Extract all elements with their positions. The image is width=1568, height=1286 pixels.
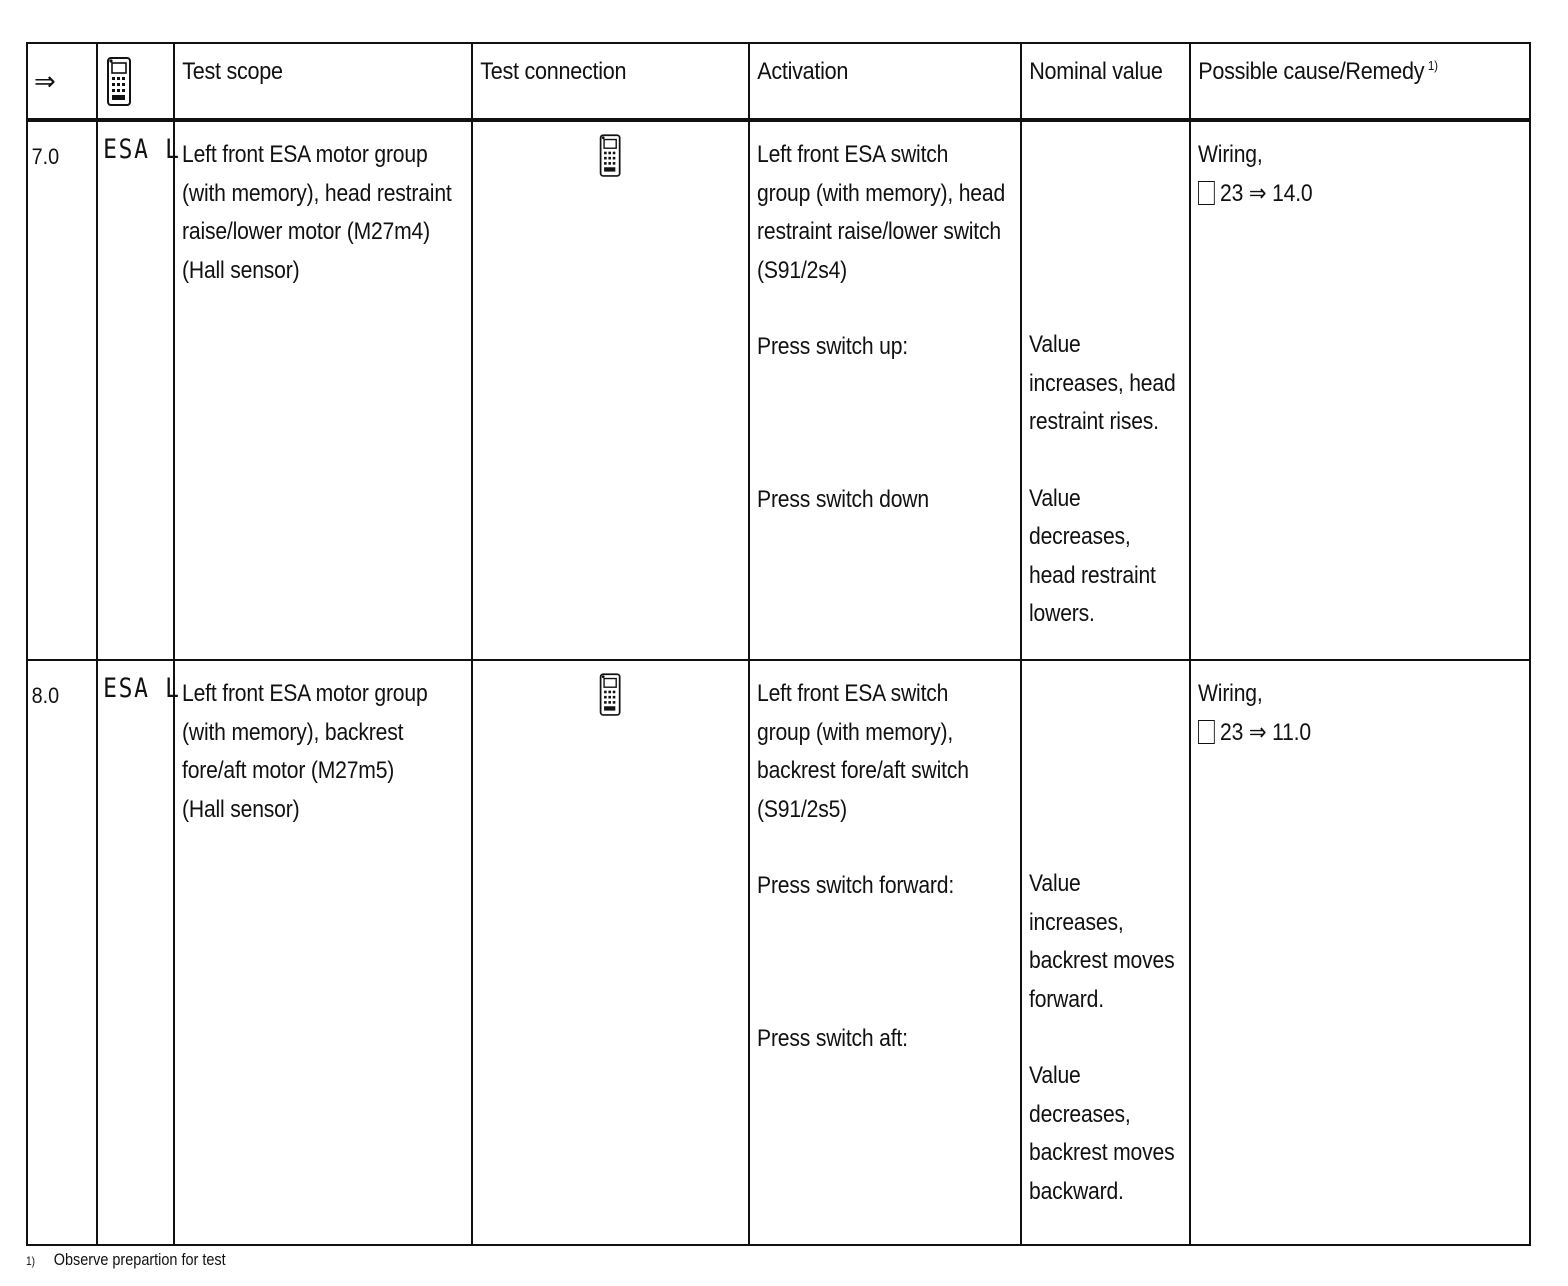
activation-step: Press switch down xyxy=(757,485,929,513)
footnote-ref: 1) xyxy=(1427,58,1438,73)
display-readout-cell xyxy=(97,120,181,660)
activation-step: Press switch up: xyxy=(757,333,908,360)
footnote-text: Observe prepartion for test xyxy=(53,1250,226,1269)
header-tester-cell xyxy=(97,43,174,120)
lcd-display-text: ESA L xyxy=(103,134,181,165)
lcd-display-text: ESA L xyxy=(103,673,181,704)
header-possible-cause xyxy=(1190,43,1530,120)
page-reference: 23 ⇒ 11.0 xyxy=(1198,714,1531,753)
header-activation: Activation xyxy=(749,43,1021,120)
handheld-tester-icon xyxy=(598,671,624,719)
arrow-icon: ⇒ xyxy=(1248,718,1267,746)
activation-step: Press switch forward: xyxy=(757,872,955,899)
table-row xyxy=(27,120,1530,660)
header-test-connection: Test connection xyxy=(472,43,749,120)
activation-cell: Left front ESA switch group (with memory), backrest fore/aft switch (S91/2s5) Press switch forward: Press switch aft: xyxy=(749,660,1021,1245)
handheld-tester-icon xyxy=(598,132,624,180)
page-box-icon xyxy=(1198,181,1215,205)
activation-step: Press switch aft: xyxy=(757,1024,908,1052)
test-connection-cell xyxy=(472,660,749,1245)
table-header-row xyxy=(27,43,1530,120)
header-nominal-value: Nominal value xyxy=(1021,43,1190,120)
page-box-icon xyxy=(1198,720,1215,744)
header-test-scope: Test scope xyxy=(174,43,472,120)
table-row xyxy=(27,660,1530,1245)
header-arrow-cell xyxy=(27,43,97,120)
arrow-icon: ⇒ xyxy=(34,66,56,96)
footnote-mark: 1) xyxy=(26,1254,36,1268)
activation-cell: Left front ESA switch group (with memory), head restraint raise/lower switch (S91/2s4) Press switch up: Press switch down xyxy=(749,120,1021,660)
test-table xyxy=(26,42,1531,1246)
display-readout-cell xyxy=(97,660,181,1245)
nominal-value-cell: Value increases, backrest moves forward. Value decreases, backrest moves backward. xyxy=(1021,660,1190,1245)
footnote xyxy=(26,1250,226,1270)
nominal-value-cell: Value increases, head restraint rises. Value decreases, head restraint lowers. xyxy=(1021,120,1190,660)
possible-cause-label: Possible cause/Remedy xyxy=(1198,58,1425,85)
step-number-cell: 7.0 xyxy=(27,120,97,660)
arrow-icon: ⇒ xyxy=(1248,179,1267,207)
page-reference: 23 ⇒ 14.0 xyxy=(1198,175,1531,214)
possible-cause-cell: Wiring, 23 ⇒ 14.0 xyxy=(1190,120,1530,660)
handheld-tester-icon xyxy=(105,56,135,108)
test-scope-cell: Left front ESA motor group (with memory), backrest fore/aft motor (M27m5) (Hall sensor) xyxy=(174,660,472,1245)
test-scope-cell: Left front ESA motor group (with memory), head restraint raise/lower motor (M27m4) (Hall sensor) xyxy=(174,120,472,660)
step-number-cell: 8.0 xyxy=(27,660,97,1245)
possible-cause-cell: Wiring, 23 ⇒ 11.0 xyxy=(1190,660,1530,1245)
test-connection-cell xyxy=(472,120,749,660)
